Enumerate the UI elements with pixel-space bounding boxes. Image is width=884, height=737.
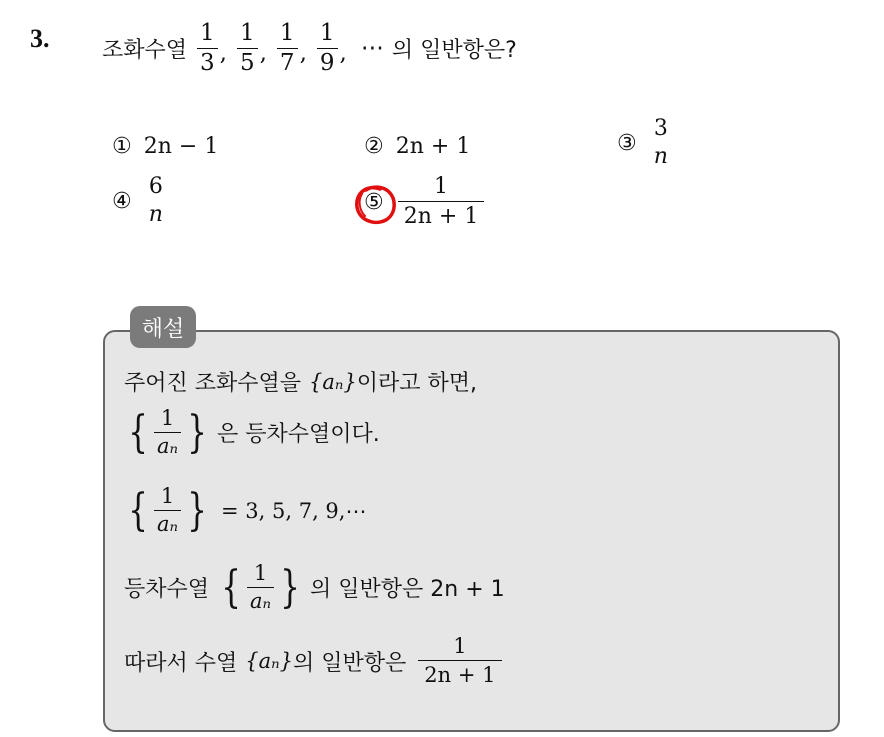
solution-line-4-text: 등차수열 bbox=[124, 577, 210, 602]
right-brace: } bbox=[187, 484, 207, 536]
solution-line-5-text: 따라서 수열 bbox=[124, 650, 238, 676]
solution-line-5-tail: 의 일반항은 bbox=[293, 650, 407, 676]
ellipsis: ⋯ bbox=[360, 35, 384, 61]
option-marker: ④ bbox=[112, 188, 132, 214]
solution-line-1-tail: 이라고 하면, bbox=[356, 371, 478, 396]
right-brace: } bbox=[280, 561, 300, 613]
option-marker: ③ bbox=[617, 130, 637, 156]
term-3: $\frac{1}{7}$ bbox=[277, 22, 298, 75]
option-fraction: 6 n bbox=[148, 174, 163, 227]
solution-line-1-text: 주어진 조화수열을 bbox=[124, 371, 302, 396]
answer-mark-circle bbox=[350, 180, 402, 230]
left-brace: { bbox=[128, 484, 148, 536]
right-brace: } bbox=[187, 406, 207, 458]
reciprocal-fraction: $\frac{1}{\text{aₙ}}$ bbox=[154, 408, 181, 457]
term-2: $\frac{1}{5}$ bbox=[237, 22, 258, 75]
solution-line-5 bbox=[124, 636, 504, 686]
solution-label: 해설 bbox=[130, 306, 196, 348]
solution-line-4 bbox=[124, 563, 505, 612]
option-marker: ⑤ bbox=[364, 189, 384, 215]
reciprocal-fraction: $\frac{1}{\text{aₙ}}$ bbox=[247, 563, 274, 612]
sequence-symbol: {aₙ} bbox=[245, 649, 294, 673]
option-2[interactable] bbox=[364, 134, 470, 159]
option-1[interactable] bbox=[112, 134, 218, 159]
question-text: 조화수열 $\frac{1}{3}$ , $\frac{1}{5}$ , $\frac{1}{7}$ , $\frac{1}{9}$ , ⋯ 의 일반항은? bbox=[102, 19, 517, 76]
option-4[interactable] bbox=[112, 176, 168, 226]
option-marker: ① bbox=[112, 134, 132, 159]
option-3[interactable] bbox=[617, 118, 673, 168]
sequence-symbol: {aₙ} bbox=[309, 369, 357, 394]
option-fraction: $\frac{1}{2n + 1}$ bbox=[398, 176, 485, 228]
answer-mark-stroke bbox=[357, 187, 394, 222]
left-brace: { bbox=[128, 406, 148, 458]
solution-line-2 bbox=[124, 408, 380, 457]
reciprocal-fraction: $\frac{1}{\text{aₙ}}$ bbox=[154, 486, 181, 535]
option-text: 2n + 1 bbox=[395, 134, 471, 159]
solution-line-2-text: 은 등차수열이다. bbox=[217, 422, 380, 447]
answer-fraction: $\frac{1}{2n + 1}$ bbox=[418, 636, 501, 686]
general-term-text: 의 일반항은 2n + 1 bbox=[310, 577, 505, 602]
option-text: 2n − 1 bbox=[143, 134, 219, 159]
term-1: $\frac{1}{3}$ bbox=[197, 22, 218, 75]
question-suffix: 의 일반항은? bbox=[391, 37, 517, 63]
option-marker: ② bbox=[364, 134, 384, 159]
sequence-values: = 3, 5, 7, 9,⋯ bbox=[221, 498, 367, 523]
solution-line-3 bbox=[124, 486, 366, 535]
question-number: 3. bbox=[30, 24, 50, 53]
solution-line-1 bbox=[124, 366, 477, 397]
question-prefix: 조화수열 bbox=[102, 37, 188, 63]
option-fraction: 3 n bbox=[653, 116, 668, 169]
left-brace: { bbox=[221, 561, 241, 613]
term-4: $\frac{1}{9}$ bbox=[317, 22, 338, 75]
